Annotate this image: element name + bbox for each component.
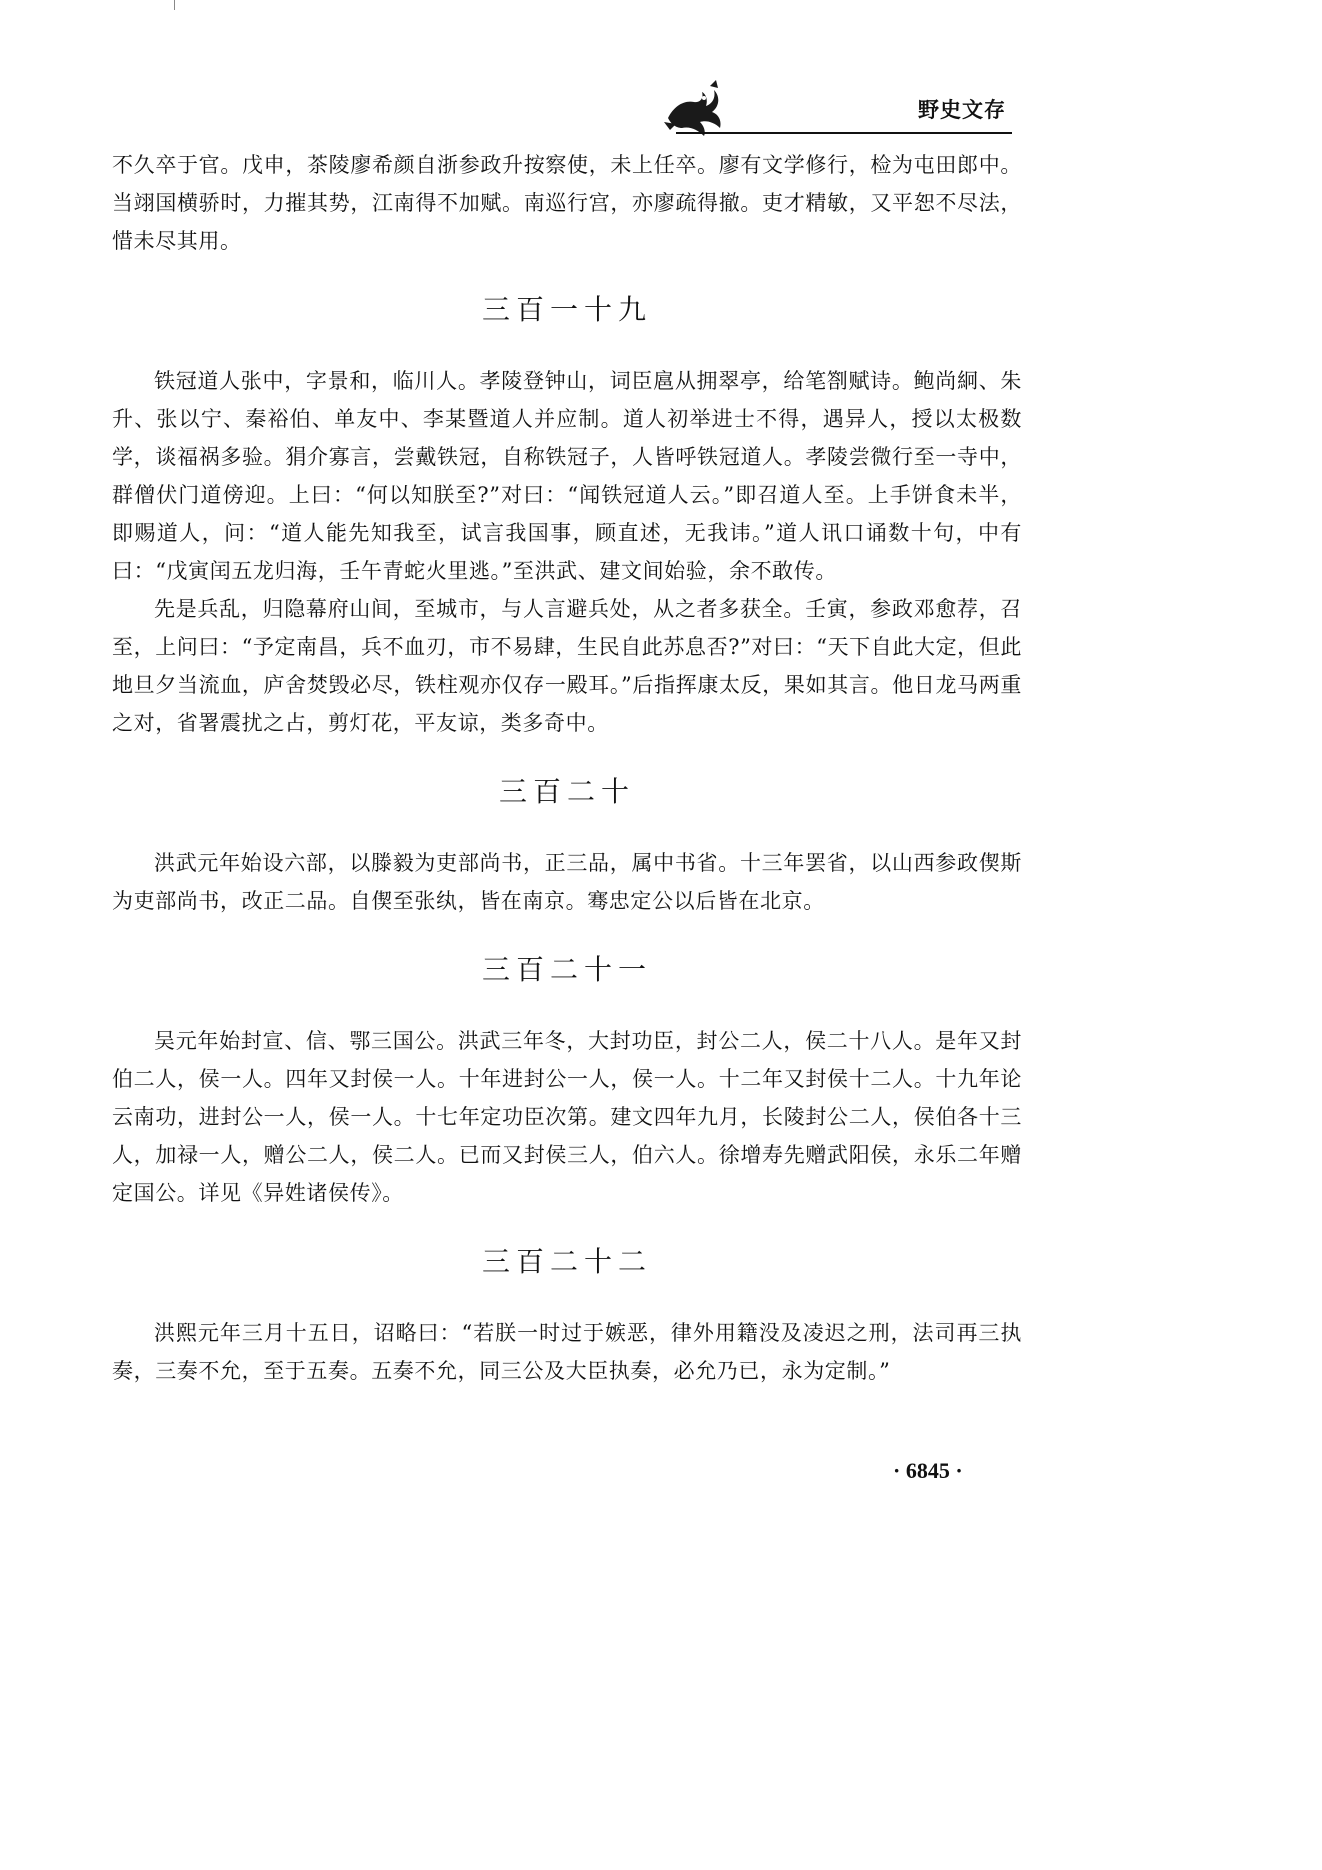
section-heading: 三百一十九 <box>481 293 652 326</box>
page-header <box>0 0 1105 140</box>
paragraph: 先是兵乱，归隐幕府山间，至城市，与人言避兵处，从之者多获全。壬寅，参政邓愈荐，召至，上问曰：“予定南昌，兵不血刃，市不易肆，生民自此苏息否?”对曰：“天下自此大定，但此地旦夕当流血，庐舍焚毁必尽，铁柱观亦仅存一殿耳。”后指挥康太反，果如其言。他日龙马两重之对，省署震扰之占，剪灯花，平友谅，类多奇中。 <box>112 597 1022 735</box>
section-heading: 三百二十一 <box>481 953 652 986</box>
paragraph: 不久卒于官。戊申，茶陵廖希颜自浙参政升按察使，未上任卒。廖有文学修行，检为屯田郎中。当翊国横骄时，力摧其势，江南得不加赋。南巡行宫，亦廖疏得撤。吏才精敏，又平恕不尽法，惜未尽其用。 <box>112 153 1022 253</box>
page-body <box>112 146 1022 1390</box>
section-heading: 三百二十 <box>498 775 635 808</box>
header-rule <box>676 132 1012 134</box>
paragraph: 铁冠道人张中，字景和，临川人。孝陵登钟山，词臣扈从拥翠亭，给笔劄赋诗。鲍尚絅、朱升、张以宁、秦裕伯、单友中、李某暨道人并应制。道人初举进士不得，遇异人，授以太极数学，谈福祸多验。狷介寡言，尝戴铁冠，自称铁冠子，人皆呼铁冠道人。孝陵尝微行至一寺中，群僧伏门道傍迎。上曰：“何以知朕至?”对曰：“闻铁冠道人云。”即召道人至。上手饼食未半，即赐道人，问：“道人能先知我至，试言我国事，顾直述，无我讳。”道人讯口诵数十句，中有曰：“戊寅闰五龙归海，壬午青蛇火里逃。”至洪武、建文间始验，余不敢传。 <box>112 369 1022 583</box>
paragraph: 洪熙元年三月十五日，诏略曰：“若朕一时过于嫉恶，律外用籍没及凌迟之刑，法司再三执奏，三奏不允，至于五奏。五奏不允，同三公及大臣执奏，必允乃已，永为定制。” <box>112 1321 1022 1383</box>
section-heading: 三百二十二 <box>481 1245 652 1278</box>
page-number: · 6845 · <box>893 1458 963 1483</box>
paragraph: 吴元年始封宣、信、鄂三国公。洪武三年冬，大封功臣，封公二人，侯二十八人。是年又封伯二人，侯一人。四年又封侯一人。十年进封公一人，侯一人。十二年又封侯十二人。十九年论云南功，进封公一人，侯一人。十七年定功臣次第。建文四年九月，长陵封公二人，侯伯各十三人，加禄一人，赠公二人，侯二人。已而又封侯三人，伯六人。徐增寿先赠武阳侯，永乐二年赠定国公。详见《异姓诸侯传》。 <box>112 1029 1022 1205</box>
paragraph: 洪武元年始设六部，以滕毅为吏部尚书，正三品，属中书省。十三年罢省，以山西参政偰斯为吏部尚书，改正二品。自偰至张纨，皆在南京。骞忠定公以后皆在北京。 <box>112 851 1022 913</box>
series-title: 野史文存 <box>918 98 1006 122</box>
scan-mark <box>174 0 175 10</box>
dragon-logo-icon <box>660 78 730 138</box>
